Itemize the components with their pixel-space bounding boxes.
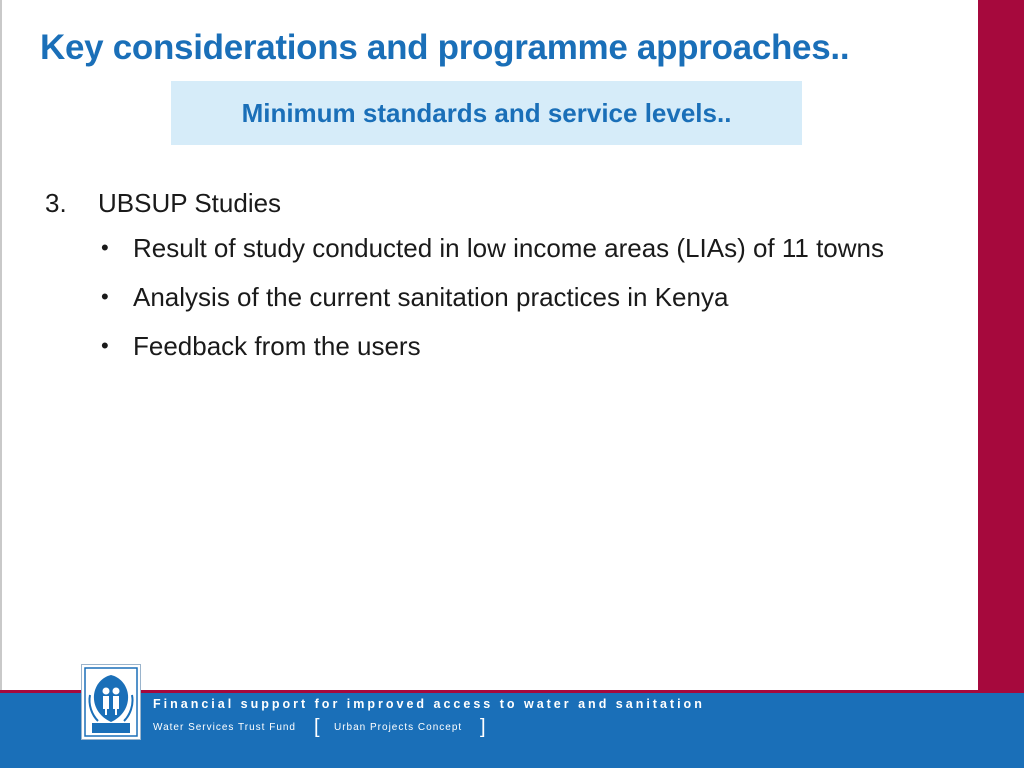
item-heading: UBSUP Studies	[98, 188, 282, 218]
slide-title: Key considerations and programme approaches..	[40, 28, 850, 67]
bullet-icon: •	[101, 284, 109, 309]
footer-bracket-close: ]	[480, 716, 486, 738]
bullet-text: Result of study conducted in low income areas (LIAs) of 11 towns	[133, 233, 885, 263]
coat-of-arms-logo-icon	[81, 664, 141, 740]
bullet-icon: •	[101, 333, 109, 358]
subtitle-box	[171, 81, 802, 145]
bullet-item	[45, 326, 955, 366]
item-number: 3.	[45, 188, 67, 218]
bullet-text: Analysis of the current sanitation practices in Kenya	[133, 282, 729, 312]
logo-graphic	[82, 665, 140, 739]
bullet-item	[45, 277, 955, 317]
bullet-text: Feedback from the users	[133, 331, 421, 361]
footer-organization: Water Services Trust Fund	[153, 722, 296, 733]
footer-project: Urban Projects Concept	[334, 722, 463, 733]
footer-bracket-open: [	[314, 716, 320, 738]
slide-content	[45, 188, 955, 375]
bullet-item	[45, 228, 955, 268]
footer-accent-line	[0, 690, 1024, 693]
right-accent-band	[978, 0, 1024, 768]
slide-subtitle: Minimum standards and service levels..	[241, 97, 732, 128]
numbered-item	[45, 188, 955, 228]
bullet-icon: •	[101, 235, 109, 260]
footer-tagline: Financial support for improved access to water and sanitation	[153, 697, 705, 711]
